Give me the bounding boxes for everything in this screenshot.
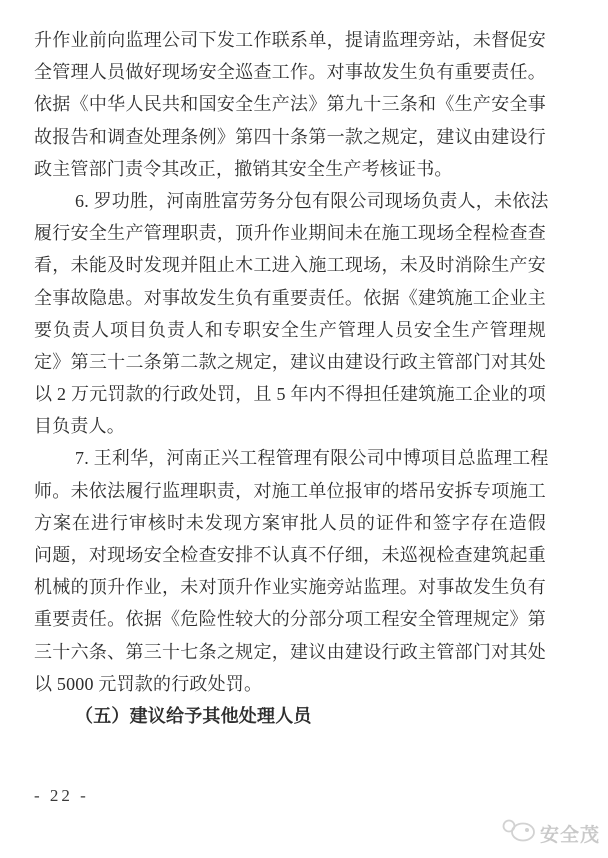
text-line: 6. 罗功胜，河南胜富劳务分包有限公司现场负责人，未依法 bbox=[75, 190, 549, 211]
text-line: 师。未依法履行监理职责，对施工单位报审的塔吊安拆专项施工 bbox=[34, 480, 546, 501]
text-line: 问题，对现场安全检查安排不认真不仔细，未巡视检查建筑起重 bbox=[34, 545, 546, 565]
section-heading: （五）建议给予其他处理人员 bbox=[75, 705, 312, 726]
text-line: 以 2 万元罚款的行政处罚，且 5 年内不得担任建筑施工企业的项 bbox=[34, 384, 546, 405]
text-line: 政主管部门责令其改正，撤销其安全生产考核证书。 bbox=[34, 158, 453, 179]
text-line: 机械的顶升作业，未对顶升作业实施旁站监理。对事故发生负有 bbox=[34, 577, 546, 598]
text-block bbox=[34, 24, 549, 732]
text-line: 方案在进行审核时未发现方案审批人员的证件和签字存在造假 bbox=[34, 512, 546, 533]
text-line: 履行安全生产管理职责，顶升作业期间未在施工现场全程检查查 bbox=[34, 223, 546, 244]
footer-page-number: - 22 - bbox=[34, 786, 89, 805]
watermark-label: 安全茂 bbox=[539, 824, 600, 846]
text-line: 故报告和调查处理条例》第四十条第一款之规定，建议由建设行 bbox=[34, 126, 546, 147]
text-line: 重要责任。依据《危险性较大的分部分项工程安全管理规定》第 bbox=[34, 609, 546, 630]
text-line: 全管理人员做好现场安全巡查工作。对事故发生负有重要责任。 bbox=[34, 62, 546, 83]
text-line: 定》第三十二条第二款之规定，建议由建设行政主管部门对其处 bbox=[34, 351, 546, 372]
text-line: 以 5000 元罚款的行政处罚。 bbox=[34, 673, 263, 694]
text-line: 升作业前向监理公司下发工作联系单，提请监理旁站，未督促安 bbox=[34, 30, 546, 50]
text-line: 要负责人项目负责人和专职安全生产管理人员安全生产管理规 bbox=[34, 319, 546, 340]
watermark-logo-icon bbox=[501, 817, 537, 849]
text-line: 全事故隐患。对事故发生负有重要责任。依据《建筑施工企业主 bbox=[34, 287, 546, 308]
watermark bbox=[501, 817, 600, 849]
text-line: 7. 王利华，河南正兴工程管理有限公司中博项目总监理工程 bbox=[75, 448, 549, 469]
text-line: 依据《中华人民共和国安全生产法》第九十三条和《生产安全事 bbox=[34, 94, 546, 115]
text-line: 三十六条、第三十七条之规定，建议由建设行政主管部门对其处 bbox=[34, 641, 546, 662]
text-line: 目负责人。 bbox=[34, 416, 125, 437]
text-line: 看，未能及时发现并阻止木工进入施工现场，未及时消除生产安 bbox=[34, 255, 546, 276]
